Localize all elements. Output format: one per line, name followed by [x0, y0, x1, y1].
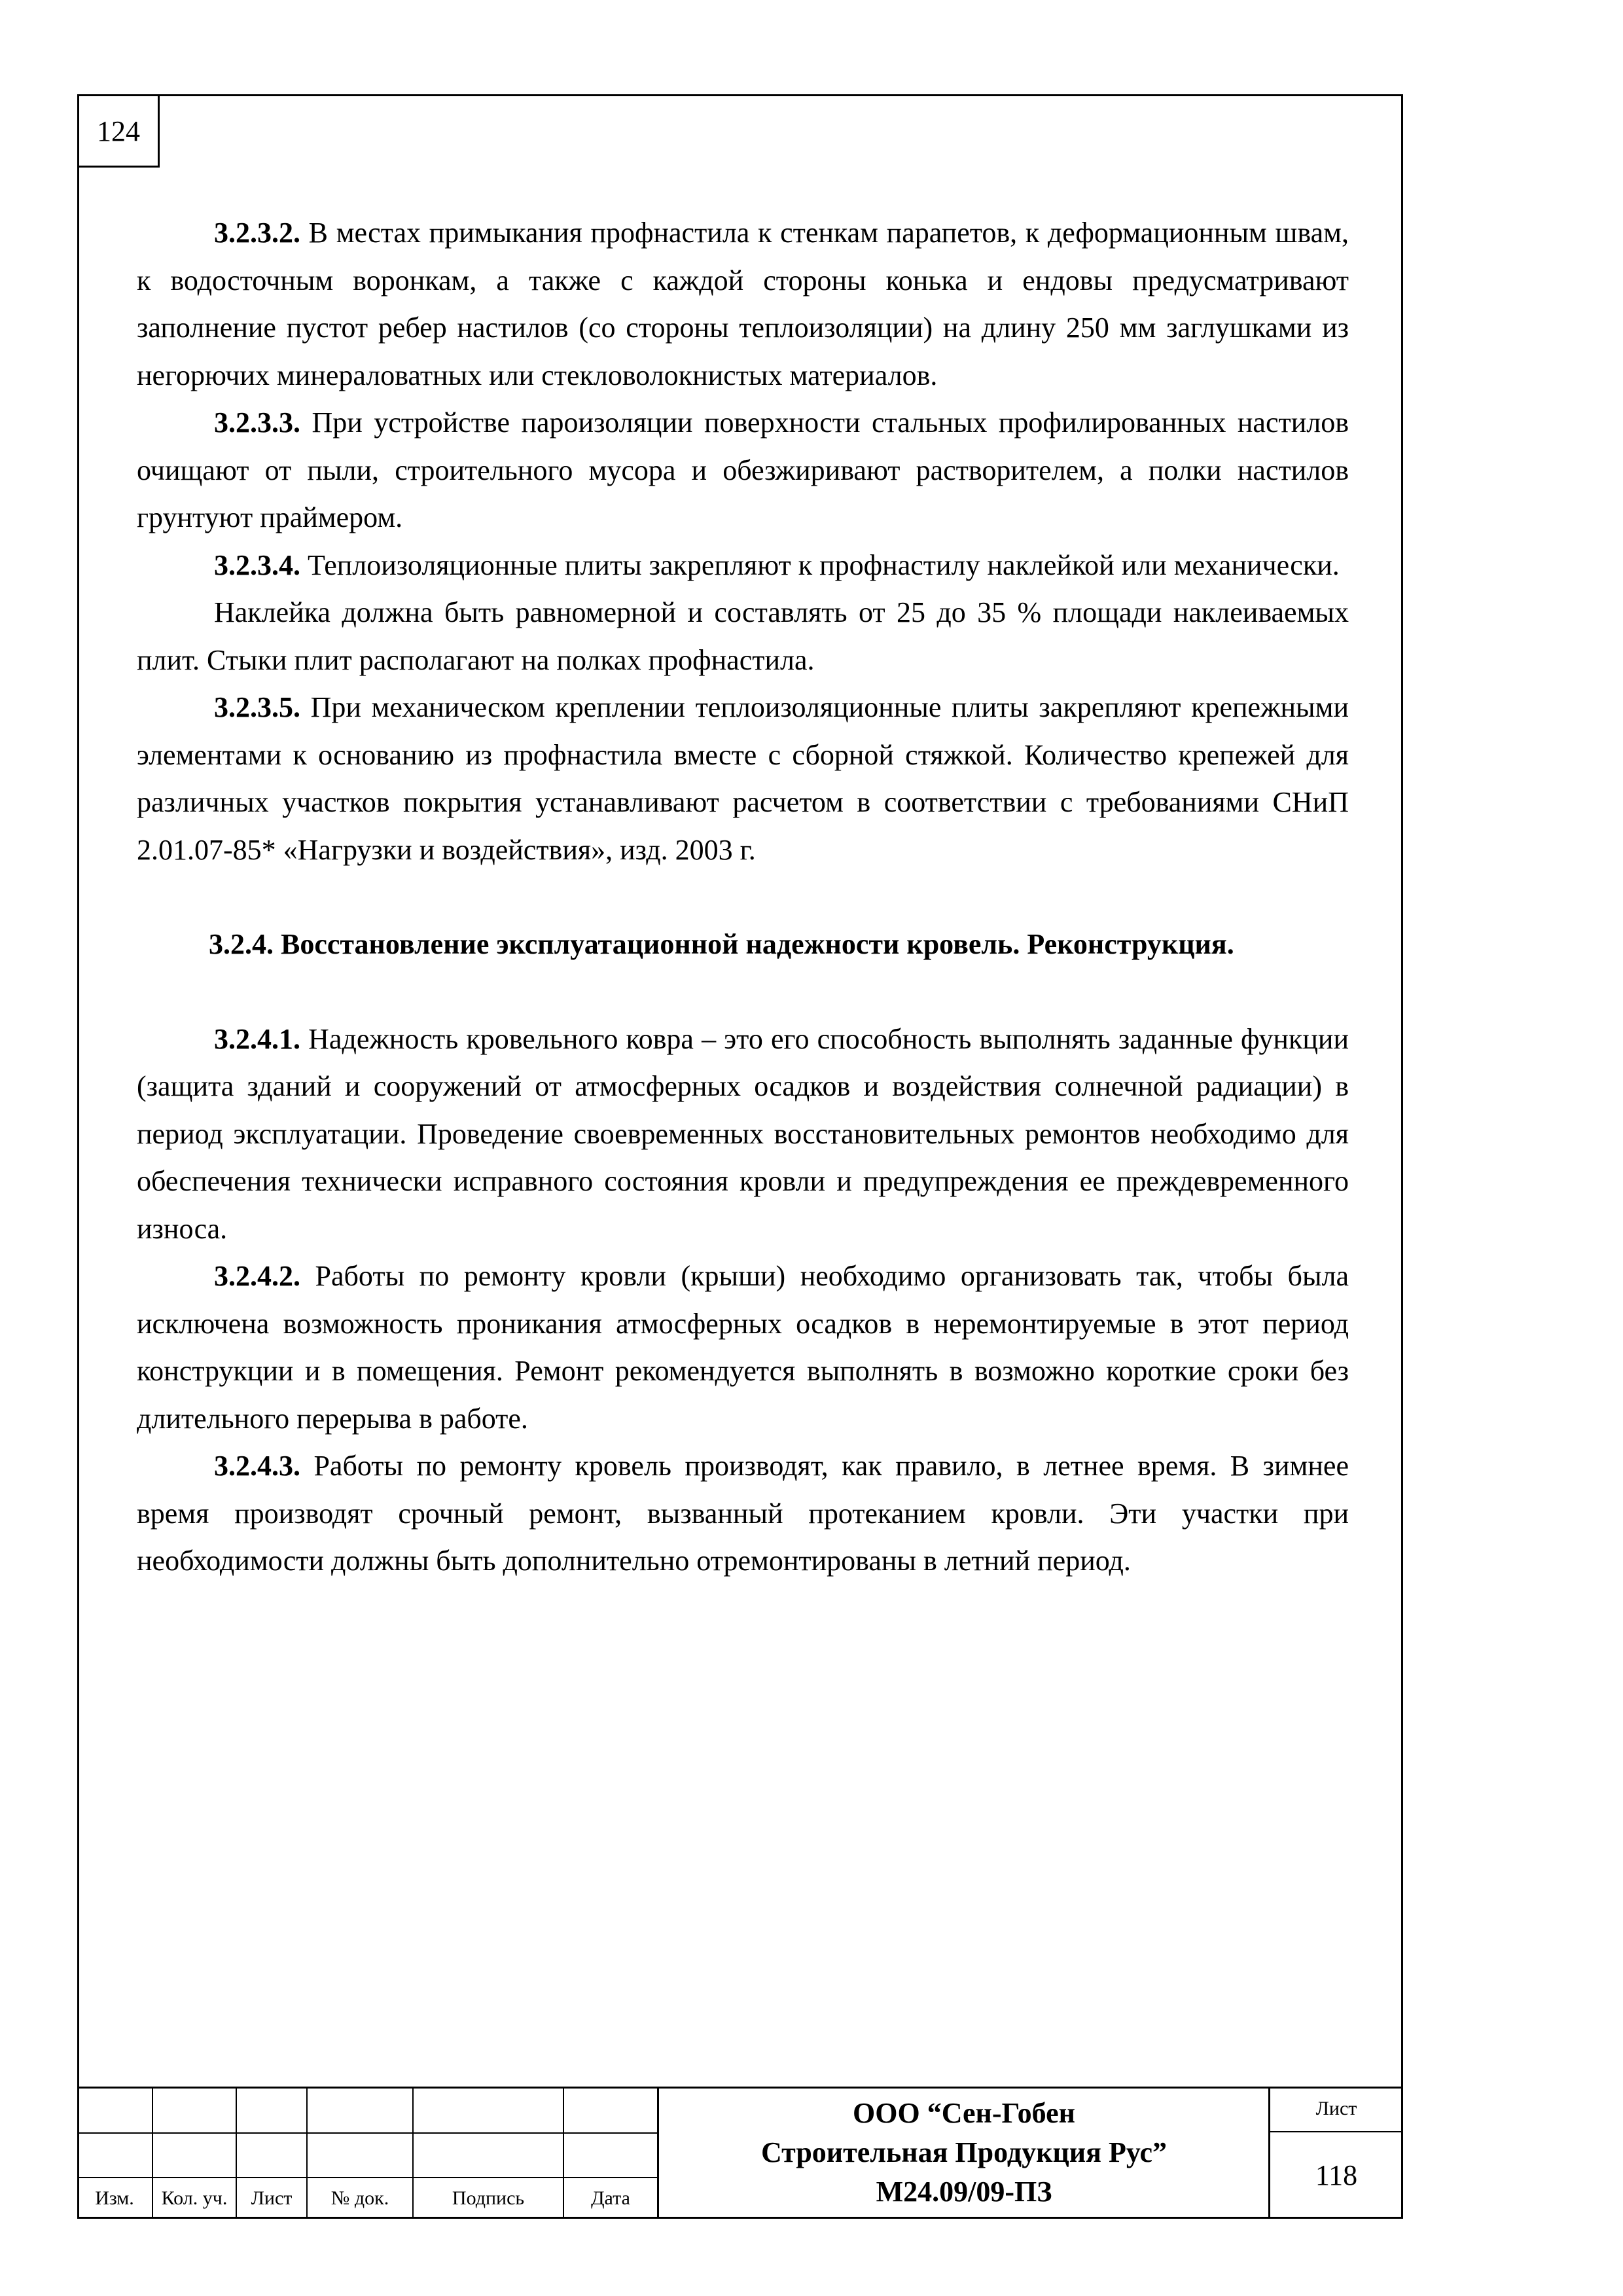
org-name-line1: ООО “Сен-Гобен	[853, 2097, 1075, 2129]
clause-number: 3.2.4.1.	[214, 1022, 300, 1055]
document-body	[137, 209, 1349, 1585]
page-number-box: 124	[77, 94, 160, 168]
paragraph-text: При устройстве пароизоляции поверхности стальных профилированных настилов очищают от пыли, строительного мусора и обезжиривают растворителем, а полки настилов грунтуют праймером.	[137, 406, 1349, 533]
paragraph-adhesive	[137, 589, 1349, 684]
section-heading: 3.2.4. Восстановление эксплуатационной надежности кровель. Реконструкция.	[209, 928, 1234, 960]
paragraph-text: Теплоизоляционные плиты закрепляют к профнастилу наклейкой или механически.	[300, 548, 1340, 581]
stamp-label-doc-no: № док.	[330, 2187, 389, 2209]
paragraph-3-2-3-4	[137, 542, 1349, 590]
paragraph-text: Надежность кровельного ковра – это его способность выполнять заданные функции (защита зданий и сооружений от атмосферных осадков и воздействия солнечной радиации) в период эксплуатации. Проведение своевременных восстановительных ремонтов необходимо для обеспечения технически исправного состояния кровли и предупреждения ее преждевременного износа.	[137, 1022, 1349, 1245]
paragraph-3-2-4-3	[137, 1443, 1349, 1585]
paragraph-3-2-4-2	[137, 1253, 1349, 1443]
title-block	[77, 2087, 1403, 2219]
paragraph-3-2-3-3	[137, 399, 1349, 542]
paragraph-text: При механическом креплении теплоизоляционные плиты закрепляют крепежными элементами к основанию из профнастила вместе с сборной стяжкой. Количество крепежей для различных участков покрытия устанавливают расчетом в соответствии с требованиями СНиП 2.01.07-85* «Нагрузки и воздействия», изд. 2003 г.	[137, 691, 1349, 866]
clause-number: 3.2.3.4.	[214, 548, 300, 581]
clause-number: 3.2.4.2.	[214, 1260, 300, 1292]
paragraph-text: Работы по ремонту кровель производят, как правило, в летнее время. В зимнее время производят срочный ремонт, вызванный протеканием кровли. Эти участки при необходимости должны быть дополнительно отремонтированы в летний период.	[137, 1450, 1349, 1577]
clause-number: 3.2.4.3.	[214, 1450, 300, 1482]
sheet-label: Лист	[1315, 2098, 1357, 2119]
stamp-label-date: Дата	[591, 2187, 630, 2209]
stamp-label-izm: Изм.	[95, 2187, 134, 2209]
organization-block	[658, 2087, 1270, 2219]
clause-number: 3.2.3.3.	[214, 406, 300, 439]
clause-number: 3.2.3.2.	[214, 217, 300, 249]
document-code: М24.09/09-ПЗ	[876, 2176, 1052, 2208]
paragraph-3-2-3-2	[137, 209, 1349, 399]
paragraph-3-2-3-5	[137, 684, 1349, 874]
stamp-label-list: Лист	[251, 2187, 293, 2209]
paragraph-text: Работы по ремонту кровли (крыши) необходимо организовать так, чтобы была исключена возможность проникания атмосферных осадков в неремонтируемые в этот период конструкции и в помещения. Ремонт рекомендуется выполнять в возможно короткие сроки без длительного перерыва в работе.	[137, 1260, 1349, 1435]
stamp-label-kol-uch: Кол. уч.	[161, 2187, 228, 2209]
stamp-line-row1	[77, 2132, 658, 2134]
org-name-line2: Строительная Продукция Рус”	[760, 2136, 1168, 2168]
clause-number: 3.2.3.5.	[214, 691, 300, 723]
paragraph-text: В местах примыкания профнастила к стенкам парапетов, к деформационным швам, к водосточным воронкам, а также с каждой стороны конька и ендовы предусматривают заполнение пустот ребер настилов (со стороны теплоизоляции) на длину 250 мм заглушками из негорючих минераловатных или стекловолокнистых материалов.	[137, 217, 1349, 391]
paragraph-text: Наклейка должна быть равномерной и составлять от 25 до 35 % площади наклеиваемых плит. Стыки плит располагают на полках профнастила.	[137, 596, 1349, 676]
stamp-label-signature: Подпись	[452, 2187, 525, 2209]
sheet-number: 118	[1315, 2159, 1358, 2191]
paragraph-3-2-4-1	[137, 1016, 1349, 1253]
